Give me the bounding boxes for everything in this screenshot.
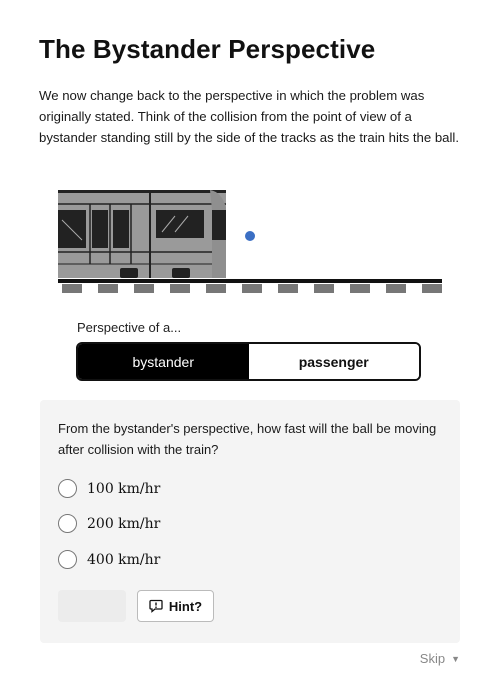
- ball: [245, 231, 255, 241]
- toggle-passenger[interactable]: passenger: [249, 344, 420, 379]
- perspective-toggle: [76, 342, 421, 381]
- choice-option-2[interactable]: [58, 514, 160, 533]
- choice-label: 400 km/hr: [87, 551, 161, 568]
- radio-button[interactable]: [58, 550, 77, 569]
- intro-text: We now change back to the perspective in which the problem was originally stated. Think of the collision from the point of view of a bystander standing still by the side of the tracks as the train hits the ball.: [39, 88, 460, 145]
- train: [58, 190, 226, 278]
- choice-option-1[interactable]: [58, 479, 160, 498]
- choice-label: 200 km/hr: [87, 515, 161, 532]
- choice-option-3[interactable]: [58, 550, 160, 569]
- skip-button[interactable]: [420, 651, 460, 666]
- train-scene: [0, 180, 500, 300]
- hint-icon: [149, 599, 163, 613]
- perspective-label: Perspective of a...: [77, 320, 182, 335]
- page-title: The Bystander Perspective: [39, 34, 376, 64]
- chevron-down-icon: ▼: [451, 653, 460, 664]
- hint-label: Hint?: [168, 598, 203, 614]
- radio-button[interactable]: [58, 479, 77, 498]
- question-panel: [40, 400, 460, 643]
- skip-label: Skip: [419, 651, 446, 666]
- railroad-track: [58, 279, 442, 293]
- hint-button[interactable]: [137, 590, 214, 622]
- radio-button[interactable]: [58, 514, 77, 533]
- question-text: From the bystander's perspective, how fast will the ball be moving after collision with the train?: [58, 421, 437, 457]
- choice-label: 100 km/hr: [87, 480, 161, 497]
- toggle-bystander[interactable]: bystander: [78, 344, 249, 379]
- submit-button[interactable]: [58, 590, 126, 622]
